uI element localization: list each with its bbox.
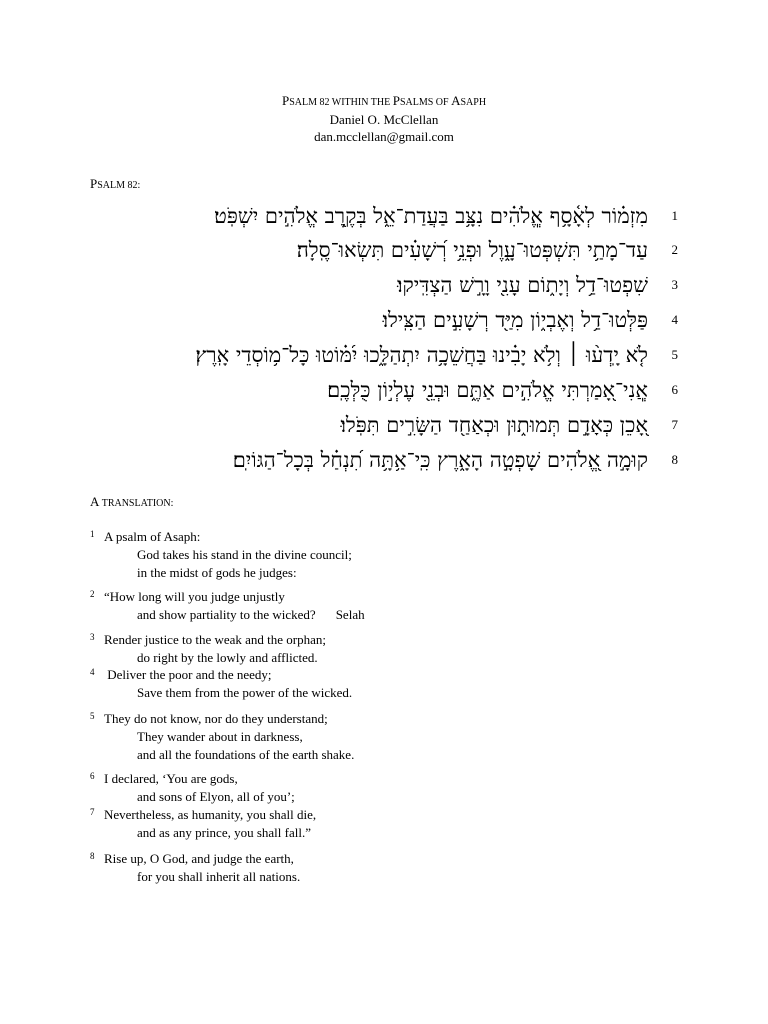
document-title [0,92,768,111]
hebrew-verse [120,236,678,266]
hebrew-verse [120,446,678,476]
verse-line: Nevertheless, as humanity, you shall die, [104,807,317,822]
title-part: SALM 82 WITHIN THE [289,97,393,108]
verse-line: Save them from the power of the wicked. [137,685,353,700]
hebrew-text: אָ֭כֵן כְּאָדָ֣ם תְּמוּת֑וּן וּכְאַחַ֖ד הַשָּׂרִ֣ים תִּפֹּֽלוּ׃ [340,413,648,437]
translation-verse [90,666,490,702]
verse-line: and as any prince, you shall fall.” [137,825,311,840]
hebrew-text: אֲֽנִי־אָ֭מַרְתִּי אֱלֹהִ֣ים אַתֶּ֑ם וּבְנֵ֖י עֶלְי֣וֹן כֻּלְּכֶֽם׃ [327,378,648,402]
title-part: P [392,93,400,108]
label-rest: TRANSLATION: [99,498,174,509]
translation-verse [90,631,490,667]
verse-number: 4 [671,312,678,327]
verse-number: 8 [90,851,95,861]
verse-number: 7 [90,807,95,817]
verse-number: 7 [671,417,678,432]
document-header [0,92,768,145]
hebrew-verse [120,341,678,371]
translation-label [90,494,173,510]
hebrew-text: שִׁפְטוּ־דַ֥ל וְיָת֑וֹם עָנִ֖י וָרָ֣שׁ הַצְדִּֽיקוּ׃ [397,273,648,297]
title-part: SAPH [460,97,487,108]
hebrew-text: קוּמָ֣ה אֱ֭לֹהִים שָׁפְטָ֣ה הָאָ֑רֶץ כִּֽי־אַ֥תָּ֥ה תִ֝נְחַ֗ל בְּכָל־הַגּוֹיִֽם׃ [232,448,648,472]
verse-number: 4 [90,667,95,677]
hebrew-text: לֹ֤א יָֽדְע֨וּ ׀ וְלֹ֥א יָבִ֗ינוּ בַּחֲשֵׁכָ֥ה יִתְהַלָּ֑כוּ יִ֝מּ֗וֹטוּ כָּל־מ֥וֹסְדֵי אָֽרֶץ׃ [195,343,648,367]
verse-line: and sons of Elyon, all of you’; [137,789,295,804]
label-initial: A [90,494,100,509]
verse-number: 3 [671,277,678,292]
translation-verse [90,770,490,806]
verse-number: 8 [671,452,678,467]
verse-line: They wander about in darkness, [137,729,303,744]
verse-line: Render justice to the weak and the orphan; [104,632,327,647]
verse-number: 5 [671,347,678,362]
verse-number: 1 [90,529,95,539]
verse-number: 1 [671,208,678,223]
psalm-label [90,176,140,192]
verse-line: do right by the lowly and afflicted. [137,650,318,665]
verse-line: Deliver the poor and the needy; [104,667,272,682]
verse-line: Rise up, O God, and judge the earth, [104,851,294,866]
author-email: dan.mcclellan@gmail.com [314,129,454,144]
label-initial: P [90,176,98,191]
verse-number: 5 [90,711,95,721]
verse-number: 2 [671,242,678,257]
verse-line-text: and show partiality to the wicked? [137,607,316,622]
verse-line [90,606,490,624]
hebrew-verse [120,202,678,232]
author-name: Daniel O. McClellan [329,112,439,127]
verse-line: They do not know, nor do they understand; [104,711,328,726]
translation-verse [90,528,490,582]
translation-verse [90,850,490,886]
translation-verse [90,710,490,764]
translation-verse [90,588,490,624]
label-rest: SALM 82: [97,180,141,191]
verse-line: and all the foundations of the earth shake. [137,747,355,762]
verse-number: 2 [90,589,95,599]
hebrew-text: מִזְמ֗וֹר לְאָ֫סָ֥ף אֱֽלֹהִ֗ים נִצָּ֥ב בַּעֲדַת־אֵ֑ל בְּקֶ֖רֶב אֱלֹהִ֣ים יִשְׁפֹּֽט׃ [214,204,648,228]
selah-marker: Selah [335,607,365,622]
verse-number: 3 [90,632,95,642]
title-part: P [281,93,290,108]
verse-line: for you shall inherit all nations. [137,869,301,884]
title-part: SALMS OF [399,97,452,108]
verse-number: 6 [90,771,95,781]
hebrew-text: פַּלְּטוּ־דַ֥ל וְאֶבְי֑וֹן מִיַּ֖ד רְשָׁעִ֣ים הַצִּֽילוּ׃ [382,308,648,332]
verse-line: A psalm of Asaph: [104,529,201,544]
verse-line: God takes his stand in the divine council; [137,547,352,562]
hebrew-verse [120,376,678,406]
verse-line: I declared, ‘You are gods, [104,771,238,786]
hebrew-verse [120,271,678,301]
verse-line: in the midst of gods he judges: [137,565,297,580]
title-part: A [451,93,461,108]
verse-number: 6 [671,382,678,397]
translation-verse [90,806,490,842]
hebrew-verse [120,306,678,336]
hebrew-text: עַד־מָתַ֥י תִּשְׁפְּטוּ־עָ֑וֶל וּפְנֵ֥י רְ֝שָׁעִ֗ים תִּשְׂאוּ־סֶֽלָה׃ [296,238,648,262]
hebrew-verse [120,411,678,441]
verse-line: “How long will you judge unjustly [104,589,285,604]
